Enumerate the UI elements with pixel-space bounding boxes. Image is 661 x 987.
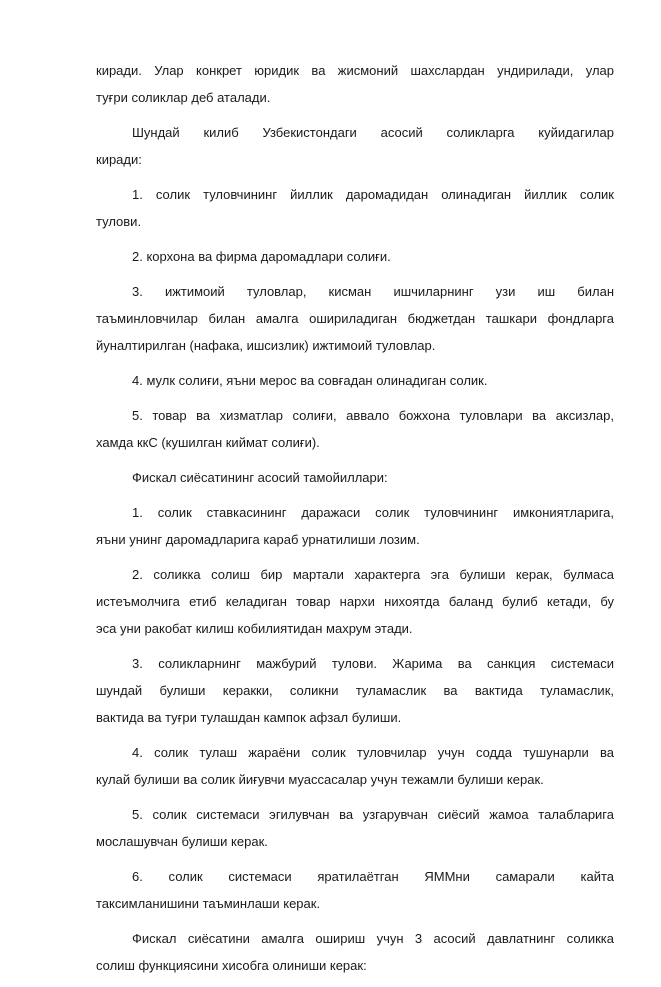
text-line: 3. ижтимоий туловлар, кисман ишчиларнинг узи иш билан (132, 284, 614, 299)
list-item-corporate-tax (96, 243, 614, 270)
text-line: таъминловчилар билан амалга ошириладиган бюджетдан ташкари фондларга (96, 311, 614, 326)
text-line: тулови. (96, 214, 142, 229)
text-line: вактида ва туғри тулашдан кампок афзал булиши. (96, 710, 402, 725)
text-line: 1. солик туловчининг йиллик даромадидан олинадиган йиллик солик (132, 187, 614, 202)
list-item-principle-3 (96, 650, 614, 731)
text-line: Шундай килиб Узбекистондаги асосий соликларга куйидагилар (132, 125, 614, 140)
list-item-principle-5 (96, 801, 614, 855)
list-item-principle-4 (96, 739, 614, 793)
text-line: эса уни ракобат килиш кобилиятидан махрум этади. (96, 621, 413, 636)
text-line: яъни унинг даромадларига караб урнатилиши лозим. (96, 532, 420, 547)
text-line: кулай булиши ва солик йиғувчи муассасалар учун тежамли булиши керак. (96, 772, 544, 787)
text-line: истеъмолчига етиб келадиган товар нархи нихоятда баланд булиб кетади, бу (96, 594, 614, 609)
text-line: 3. соликларнинг мажбурий тулови. Жарима ва санкция системаси (132, 656, 614, 671)
list-item-principle-1 (96, 499, 614, 553)
text-line: хамда ккС (кушилган киймат солиғи). (96, 435, 320, 450)
text-line: 6. солик системаси яратилаётган ЯММни самарали кайта (132, 869, 614, 884)
list-item-principle-2 (96, 561, 614, 642)
text-line: шундай булиши керакки, соликни туламаслик ва вактида туламаслик, (96, 683, 614, 698)
text-line: йуналтирилган (нафака, ишсизлик) ижтимоий туловлар. (96, 338, 436, 353)
list-item-principle-6 (96, 863, 614, 917)
paragraph-main-taxes-heading (96, 119, 614, 173)
text-line: таксимланишини таъминлаши керак. (96, 896, 321, 911)
text-line: 2. соликка солиш бир мартали характерга эга булиши керак, булмаса (132, 567, 614, 582)
paragraph-intro (96, 57, 614, 111)
text-line: туғри соликлар деб аталади. (96, 90, 271, 105)
text-line: 4. солик тулаш жараёни солик туловчилар учун содда тушунарли ва (132, 745, 614, 760)
text-line: 5. товар ва хизматлар солиғи, аввало божхона туловлари ва аксизлар, (132, 408, 614, 423)
list-item-income-tax (96, 181, 614, 235)
list-item-property-tax (96, 367, 614, 394)
text-line: солиш функциясини хисобга олиниши керак: (96, 958, 367, 973)
list-item-social-payments (96, 278, 614, 359)
text-line: мослашувчан булиши керак. (96, 834, 268, 849)
text-line: 2. корхона ва фирма даромадлари солиғи. (132, 249, 391, 264)
paragraph-fiscal-principles-heading (96, 464, 614, 491)
paragraph-fiscal-functions (96, 925, 614, 979)
text-line: 4. мулк солиғи, яъни мерос ва совғадан олинадиган солик. (132, 373, 488, 388)
list-item-goods-services-tax (96, 402, 614, 456)
text-line: 5. солик системаси эгилувчан ва узгарувчан сиёсий жамоа талабларига (132, 807, 614, 822)
document-page (96, 57, 614, 987)
text-line: киради. Улар конкрет юридик ва жисмоний шахслардан ундирилади, улар (96, 63, 614, 78)
text-line: 1. солик ставкасининг даражаси солик туловчининг имкониятларига, (132, 505, 614, 520)
text-line: Фискал сиёсатини амалга ошириш учун 3 асосий давлатнинг соликка (132, 931, 614, 946)
text-line: киради: (96, 152, 142, 167)
text-line: Фискал сиёсатининг асосий тамойиллари: (132, 470, 388, 485)
